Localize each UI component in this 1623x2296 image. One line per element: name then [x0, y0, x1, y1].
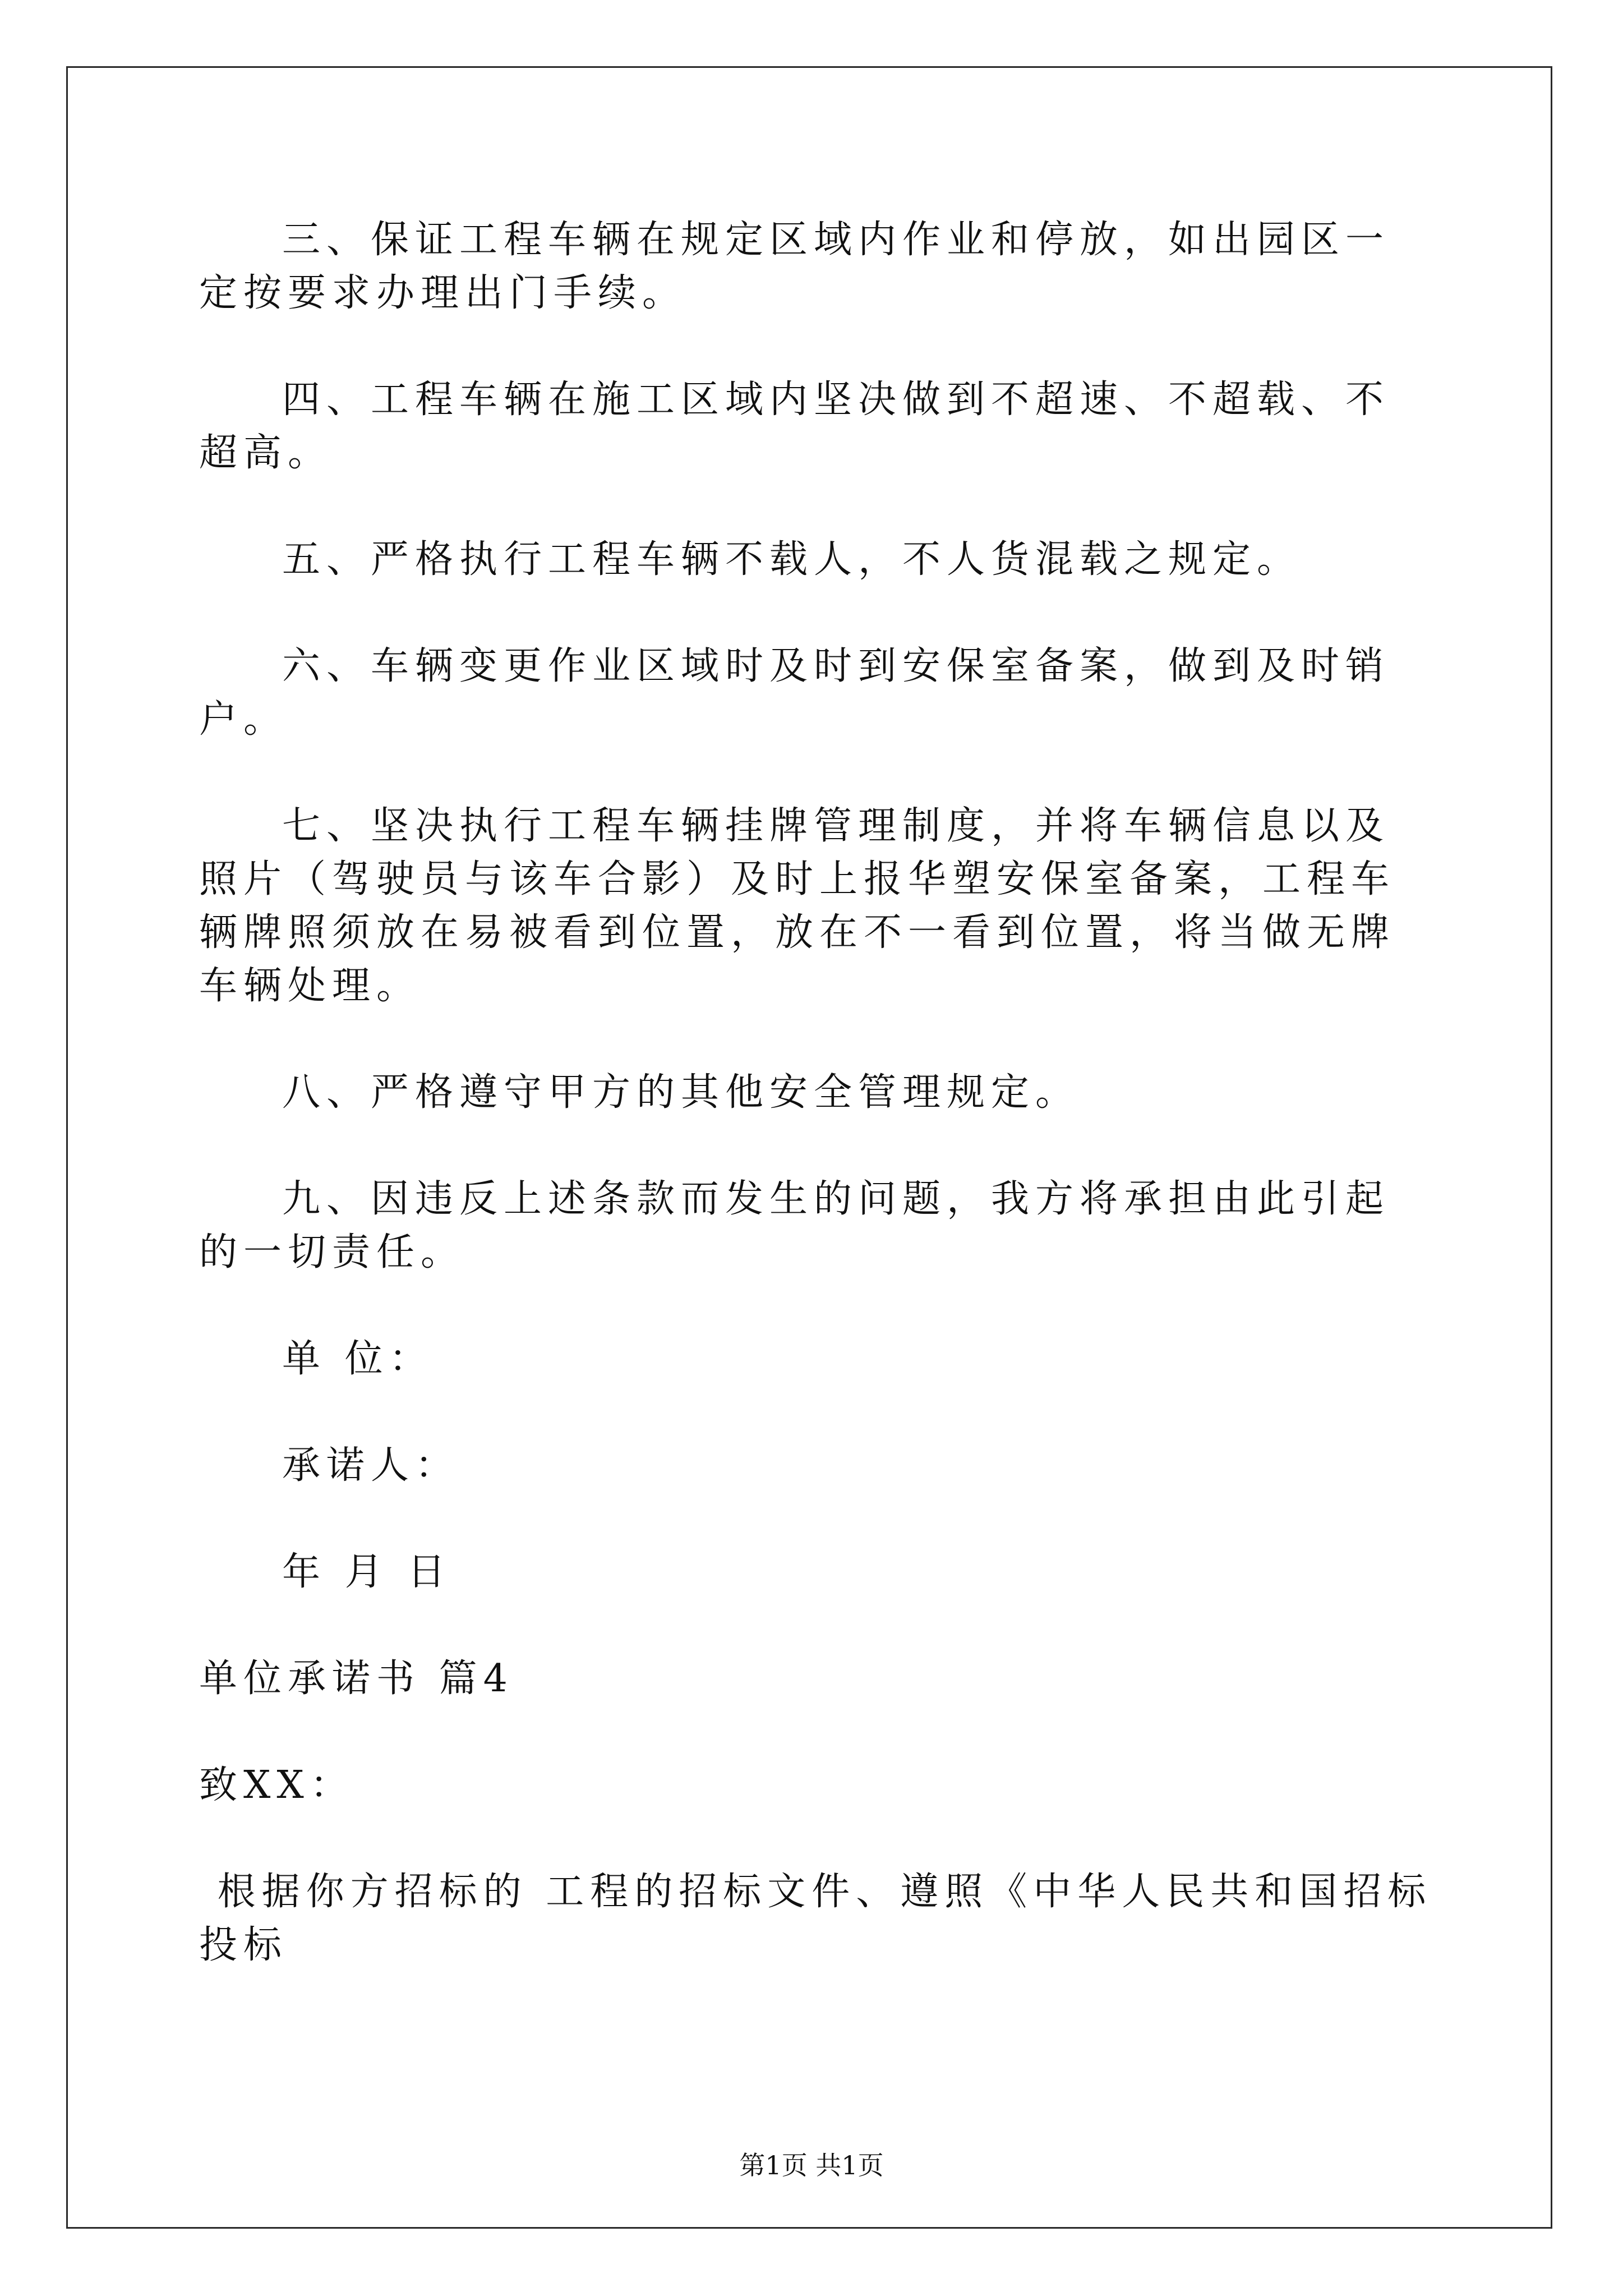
- page-footer: 第1页 共1页: [739, 2150, 884, 2180]
- clause-8: 八、严格遵守甲方的其他安全管理规定。: [282, 1070, 1080, 1115]
- signature-date: 年 月 日: [282, 1550, 452, 1594]
- clause-4: 四、工程车辆在施工区域内坚决做到不超速、不超载、不超高。: [199, 378, 1390, 475]
- document-body: [199, 213, 1433, 2025]
- signature-promisor: 承诺人：: [282, 1443, 460, 1488]
- clause-3: 三、保证工程车辆在规定区域内作业和停放，如出园区一定按要求办理出门手续。: [199, 218, 1390, 315]
- section-heading: 单位承诺书 篇4: [199, 1657, 514, 1701]
- intro-paragraph: 根据你方招标的 工程的招标文件、遵照《中华人民共和国招标投标: [199, 1870, 1432, 1967]
- addressee: 致XX：: [199, 1763, 354, 1807]
- clause-9: 九、因违反上述条款而发生的问题，我方将承担由此引起的一切责任。: [199, 1177, 1390, 1274]
- clause-5: 五、严格执行工程车辆不载人，不人货混载之规定。: [282, 537, 1302, 582]
- signature-unit: 单 位：: [282, 1337, 434, 1381]
- clause-6: 六、车辆变更作业区域时及时到安保室备案，做到及时销户。: [199, 644, 1390, 742]
- clause-7: 七、坚决执行工程车辆挂牌管理制度，并将车辆信息以及照片（驾驶员与该车合影）及时上报华塑安保室备案，工程车辆牌照须放在易被看到位置，放在不一看到位置，将当做无牌车辆处理。: [199, 804, 1396, 1008]
